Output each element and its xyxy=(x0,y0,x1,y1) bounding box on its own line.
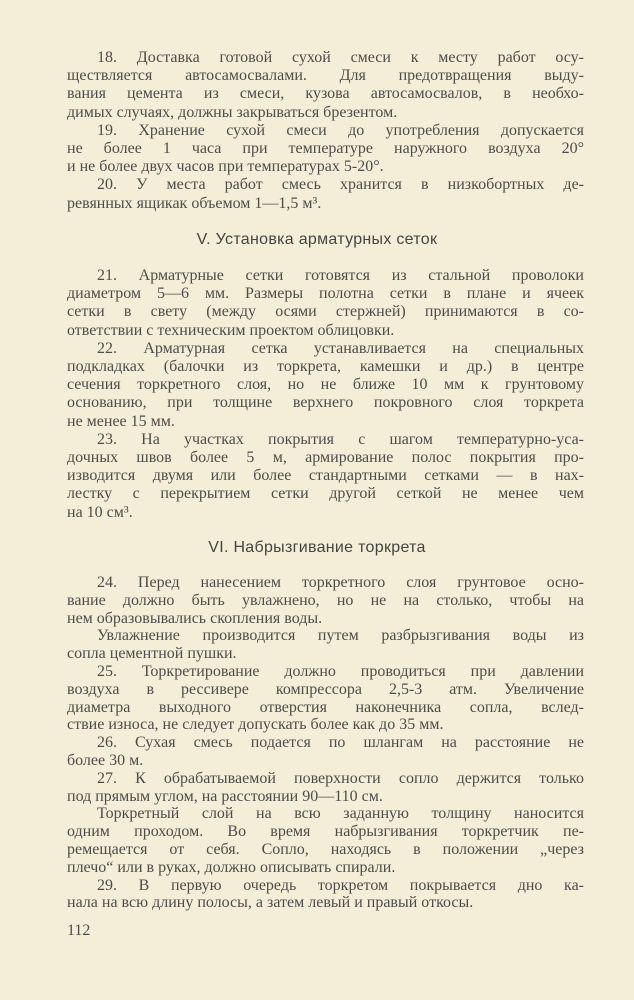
text-line: 26. Сухая смесь подается по шлангам на расстояние не xyxy=(97,734,584,752)
text-line: плечо“ или в руках, должно описывать спирали. xyxy=(67,858,396,876)
text-line: 24. Перед нанесением торкретного слоя грунтовое осно- xyxy=(97,574,584,591)
paragraph xyxy=(67,574,584,627)
text-block-items-18-20 xyxy=(67,49,584,213)
text-line: изводится двумя или более стандартными сетками — в нах- xyxy=(67,467,584,485)
text-line: на 10 см³. xyxy=(67,503,133,521)
text-line: воздуха в рессивере компрессора 2,5-3 атм. Увеличение xyxy=(67,680,584,698)
text-line: основанию, при толщине верхнего покровного слоя торкрета xyxy=(67,394,584,412)
text-line: Торкретный слой на всю заданную толщину наносится xyxy=(97,805,584,823)
paragraph xyxy=(67,340,584,431)
text-line: подкладках (балочки из торкрета, камешки и др.) в центре xyxy=(67,358,584,376)
text-line: 21. Арматурные сетки готовятся из стальной проволоки xyxy=(97,267,584,284)
page-number: 112 xyxy=(67,922,91,939)
paragraph xyxy=(67,431,584,522)
text-line: и не более двух часов при температурах 5-20°. xyxy=(67,158,384,176)
paragraph xyxy=(67,267,584,340)
text-line: дочных швов более 5 м, армирование полос покрытия про- xyxy=(67,449,584,467)
text-line: ствие износа, не следует допускать более как до 35 мм. xyxy=(67,716,444,734)
text-line: ществляется автосамосвалами. Для предотвращения выду- xyxy=(67,67,584,85)
text-line: ремещается от себя. Сопло, находясь в положении „через xyxy=(67,840,584,858)
text-line: не менее 15 мм. xyxy=(67,412,175,430)
text-line: лестку с перекрытием сетки другой сеткой не менее чем xyxy=(67,485,584,503)
text-line: не более 1 часа при температуре наружного воздуха 20° xyxy=(67,140,584,158)
section-heading-v: V. Установка арматурных сеток xyxy=(196,231,438,248)
text-line: 25. Торкретирование должно проводиться при давлении xyxy=(97,662,584,680)
paragraph xyxy=(67,663,584,734)
text-line: сетки в свету (между осями стержней) принимаются в со- xyxy=(67,303,584,321)
text-line: 20. У места работ смесь хранится в низкобортных де- xyxy=(97,176,584,194)
paragraph xyxy=(67,627,584,663)
text-line: вания цемента из смеси, кузова автосамосвалов, в необхо- xyxy=(67,85,584,103)
text-line: димых случаях, должны закрываться брезентом. xyxy=(67,103,398,121)
paragraph xyxy=(67,176,584,212)
text-line: ревянных ящикак объемом 1—1,5 м³. xyxy=(67,194,322,212)
text-line: сопла цементной пушки. xyxy=(67,645,237,663)
paragraph xyxy=(67,734,584,770)
text-line: диаметра выходного отверстия наконечника сопла, вслед- xyxy=(67,698,584,716)
text-line: 22. Арматурная сетка устанавливается на специальных xyxy=(97,339,584,357)
text-line: ответствии с техническим проектом облицовки. xyxy=(67,321,395,339)
text-line: 29. В первую очередь торкретом покрывается дно ка- xyxy=(97,876,584,894)
paragraph xyxy=(67,122,584,177)
text-line: под прямым углом, на расстоянии 90—110 см. xyxy=(67,787,383,805)
text-block-items-24-29 xyxy=(67,574,584,912)
text-line: нем образовывались скопления воды. xyxy=(67,609,323,627)
text-line: диаметром 5—6 мм. Размеры полотна сетки в плане и ячеек xyxy=(67,285,584,303)
text-line: 23. На участках покрытия с шагом температурно-уса- xyxy=(97,430,584,448)
paragraph xyxy=(67,877,584,913)
text-block-items-21-23 xyxy=(67,267,584,522)
text-line: более 30 м. xyxy=(67,751,144,769)
section-heading-vi: VI. Набрызгивание торкрета xyxy=(208,539,426,556)
paragraph xyxy=(67,770,584,806)
paragraph xyxy=(67,49,584,122)
text-line: 18. Доставка готовой сухой смеси к месту работ осу- xyxy=(97,49,584,66)
paragraph xyxy=(67,805,584,876)
text-line: Увлажнение производится путем разбрызгивания воды из xyxy=(97,627,584,645)
text-line: 27. К обрабатываемой поверхности сопло держится только xyxy=(97,769,584,787)
text-line: нала на всю длину полосы, а затем левый и правый откосы. xyxy=(67,894,474,912)
text-line: 19. Хранение сухой смеси до употребления допускается xyxy=(97,121,584,139)
text-line: сечения торкретного слоя, но не ближе 10 мм к грунтовому xyxy=(67,376,584,394)
text-line: вание должно быть увлажнено, но не на столько, чтобы на xyxy=(67,591,584,609)
text-line: одним проходом. Во время набрызгивания торкретчик пе- xyxy=(67,823,584,841)
